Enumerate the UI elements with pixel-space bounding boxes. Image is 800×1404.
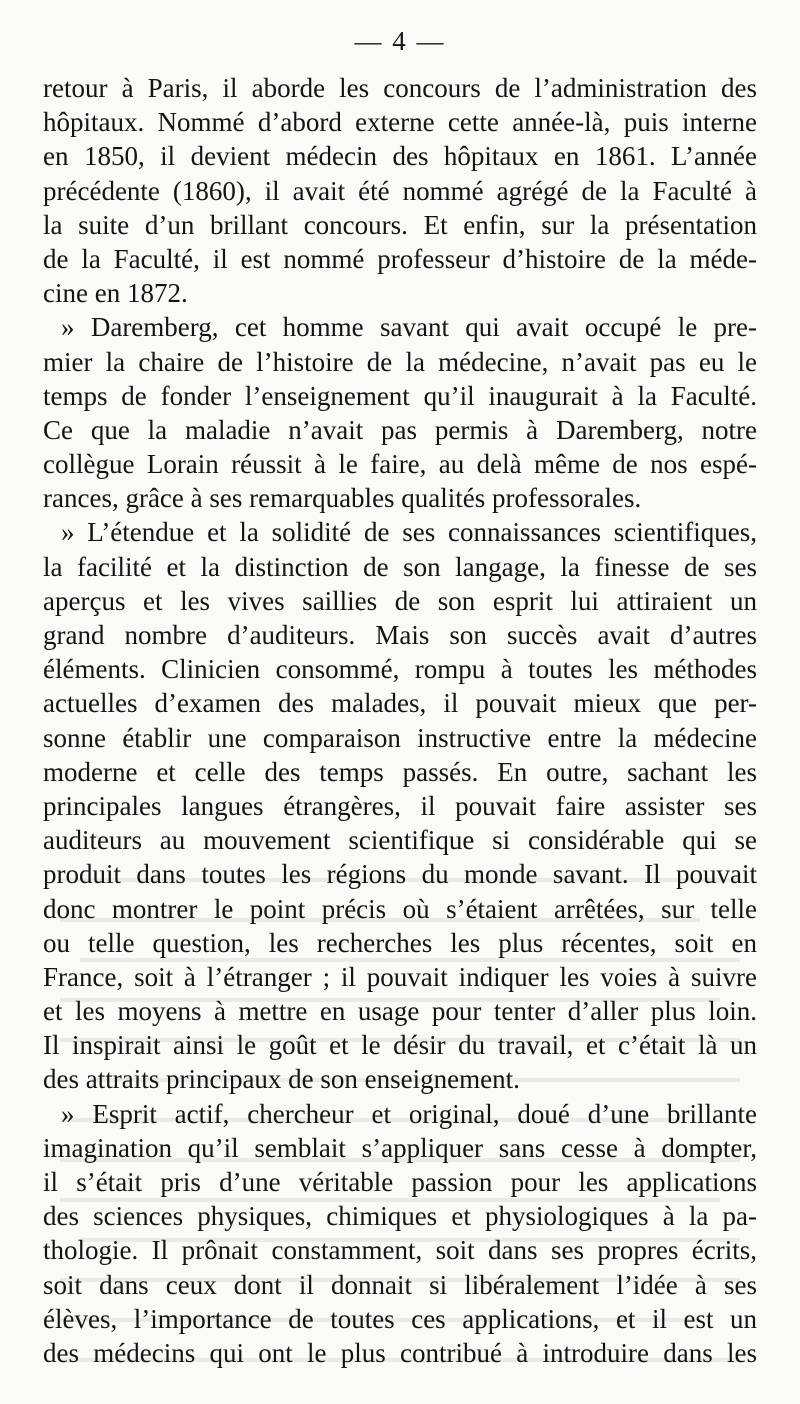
text-line: précédente (1860), il avait été nommé agrégé de la Faculté à	[43, 175, 757, 206]
text-line: retour à Paris, il aborde les concours de l’administration des	[43, 73, 757, 103]
text-line: donc montrer le point précis où s’étaient arrêtées, sur telle	[43, 893, 757, 924]
text-line: principales langues étrangères, il pouvait faire assister ses	[43, 790, 757, 821]
text-line: rances, grâce à ses remarquables qualités professorales.	[43, 483, 642, 514]
paragraph	[43, 515, 757, 1096]
text-line: la suite d’un brillant concours. Et enfin, sur la présentation	[43, 209, 757, 240]
text-line: moderne et celle des temps passés. En outre, sachant les	[43, 756, 757, 787]
text-line: des sciences physiques, chimiques et physiologiques à la pa-	[43, 1201, 757, 1232]
text-line: » Daremberg, cet homme savant qui avait occupé le pre-	[61, 312, 757, 343]
text-line: imagination qu’il semblait s’appliquer sans cesse à dompter,	[43, 1132, 757, 1163]
text-line: il s’était pris d’une véritable passion pour les applications	[43, 1167, 757, 1197]
paragraph	[43, 1097, 757, 1371]
text-line: éléments. Clinicien consommé, rompu à toutes les méthodes	[43, 654, 757, 685]
text-line: France, soit à l’étranger ; il pouvait indiquer les voies à suivre	[43, 961, 757, 992]
text-line: de la Faculté, il est nommé professeur d’histoire de la méde-	[43, 243, 757, 274]
text-line: Il inspirait ainsi le goût et le désir du travail, et c’était là un	[43, 1030, 757, 1061]
text-line: élèves, l’importance de toutes ces applications, et il est un	[43, 1303, 757, 1334]
text-line: Ce que la maladie n’avait pas permis à Daremberg, notre	[43, 414, 757, 445]
text-line: cine en 1872.	[43, 278, 188, 309]
text-line: soit dans ceux dont il donnait si libéralement l’idée à ses	[43, 1269, 757, 1300]
text-line: ou telle question, les recherches les plus récentes, soit en	[43, 927, 757, 958]
text-line: aperçus et les vives saillies de son esprit lui attiraient un	[43, 585, 757, 616]
text-line: sonne établir une comparaison instructive entre la médecine	[43, 722, 757, 753]
text-line: la facilité et la distinction de son langage, la finesse de ses	[43, 551, 757, 582]
text-line: » L’étendue et la solidité de ses connaissances scientifiques,	[61, 517, 757, 548]
text-line: hôpitaux. Nommé d’abord externe cette année-là, puis interne	[43, 107, 757, 138]
text-line: collègue Lorain réussit à le faire, au delà même de nos espé-	[43, 449, 757, 480]
body-text	[43, 71, 757, 1370]
text-line: auditeurs au mouvement scientifique si considérable qui se	[43, 825, 757, 856]
text-line: actuelles d’examen des malades, il pouvait mieux que per-	[43, 688, 757, 719]
text-line: mier la chaire de l’histoire de la médecine, n’avait pas eu le	[43, 346, 757, 377]
text-line: grand nombre d’auditeurs. Mais son succès avait d’autres	[43, 620, 757, 650]
paragraph	[43, 310, 757, 515]
paragraph	[43, 71, 757, 310]
text-line: des médecins qui ont le plus contribué à introduire dans les	[43, 1337, 757, 1368]
text-line: produit dans toutes les régions du monde savant. Il pouvait	[43, 859, 757, 890]
text-line: temps de fonder l’enseignement qu’il inaugurait à la Faculté.	[43, 380, 757, 411]
text-line: et les moyens à mettre en usage pour tenter d’aller plus loin.	[43, 996, 757, 1027]
text-line: » Esprit actif, chercheur et original, doué d’une brillante	[61, 1098, 757, 1129]
page-number: — 4 —	[354, 26, 446, 56]
text-line: thologie. Il prônait constamment, soit dans ses propres écrits,	[43, 1235, 757, 1266]
text-line: en 1850, il devient médecin des hôpitaux en 1861. L’année	[43, 141, 757, 172]
text-line: des attraits principaux de son enseignement.	[43, 1064, 520, 1095]
